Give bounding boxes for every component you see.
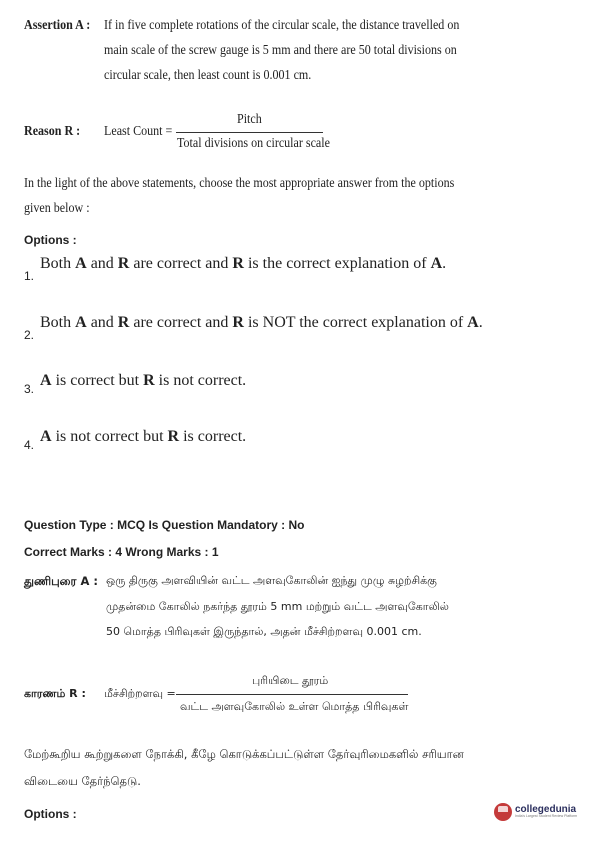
assertion-line-3: circular scale, then least count is 0.001 cm. <box>104 68 312 83</box>
tamil-fraction-bar <box>176 694 408 695</box>
tamil-fraction-denominator: வட்ட அளவுகோலில் உள்ள மொத்த பிரிவுகள் <box>180 700 409 713</box>
question-type: Question Type : MCQ Is Question Mandatory : No <box>24 518 305 532</box>
fraction-denominator: Total divisions on circular scale <box>177 136 330 151</box>
assertion-label: Assertion A : <box>24 18 91 33</box>
option-number: 4. <box>24 438 35 452</box>
option-text: A is correct but R is not correct. <box>40 372 247 389</box>
option-text: Both A and R are correct and R is the correct explanation of A. <box>40 255 447 272</box>
tamil-assertion-label: துணிபுரை A : <box>24 574 98 588</box>
fraction-numerator: Pitch <box>237 112 262 127</box>
reason-block <box>24 112 584 160</box>
option-number: 1. <box>24 269 35 283</box>
graduation-cap-icon <box>494 803 512 821</box>
instruction-line-1: In the light of the above statements, choose the most appropriate answer from the options <box>24 176 455 191</box>
option-text: Both A and R are correct and R is NOT the correct explanation of A. <box>40 314 483 331</box>
option-number: 2. <box>24 328 35 342</box>
tamil-assertion-line-2: முதன்மை கோலில் நகர்ந்த தூரம் 5 mm மற்றும் வட்ட அளவுகோலில் <box>106 600 449 613</box>
logo-tagline: India's Largest Student Review Platform <box>515 814 578 819</box>
tamil-assertion-line-3: 50 மொத்த பிரிவுகள் இருந்தால், அதன் மீச்சிற்றளவு 0.001 cm. <box>106 625 422 638</box>
logo-name: collegedunia <box>515 804 577 816</box>
instruction-line-2: given below : <box>24 201 90 216</box>
option-number: 3. <box>24 382 35 396</box>
assertion-line-1: If in five complete rotations of the circular scale, the distance travelled on <box>104 18 460 33</box>
options-label: Options : <box>24 233 77 247</box>
tamil-assertion-line-1: ஒரு திருகு அளவியின் வட்ட அளவுகோலின் ஐந்து முழு சுழற்சிக்கு <box>106 574 437 587</box>
tamil-reason-block <box>24 670 584 720</box>
options-label-2: Options : <box>24 807 77 821</box>
collegedunia-logo[interactable] <box>494 803 577 821</box>
tamil-fraction-numerator: புரியிடை தூரம் <box>252 674 329 687</box>
assertion-line-2: main scale of the screw gauge is 5 mm and there are 50 total divisions on <box>104 43 457 58</box>
tamil-instruction-line-1: மேற்கூறிய கூற்றுகளை நோக்கி, கீழே கொடுக்கப்பட்டுள்ள தேர்வுரிமைகளில் சரியான <box>24 747 464 761</box>
tamil-reason-lhs: மீச்சிற்றளவு = <box>104 687 176 700</box>
reason-label: Reason R : <box>24 124 81 139</box>
marks-info: Correct Marks : 4 Wrong Marks : 1 <box>24 545 219 559</box>
logo-text <box>515 805 577 819</box>
tamil-reason-label: காரணம் R : <box>24 687 86 700</box>
tamil-instruction-line-2: விடையை தேர்ந்தெடு. <box>24 774 141 788</box>
option-text: A is not correct but R is correct. <box>40 428 247 445</box>
reason-lhs: Least Count = <box>104 124 173 139</box>
fraction-bar <box>176 132 323 133</box>
